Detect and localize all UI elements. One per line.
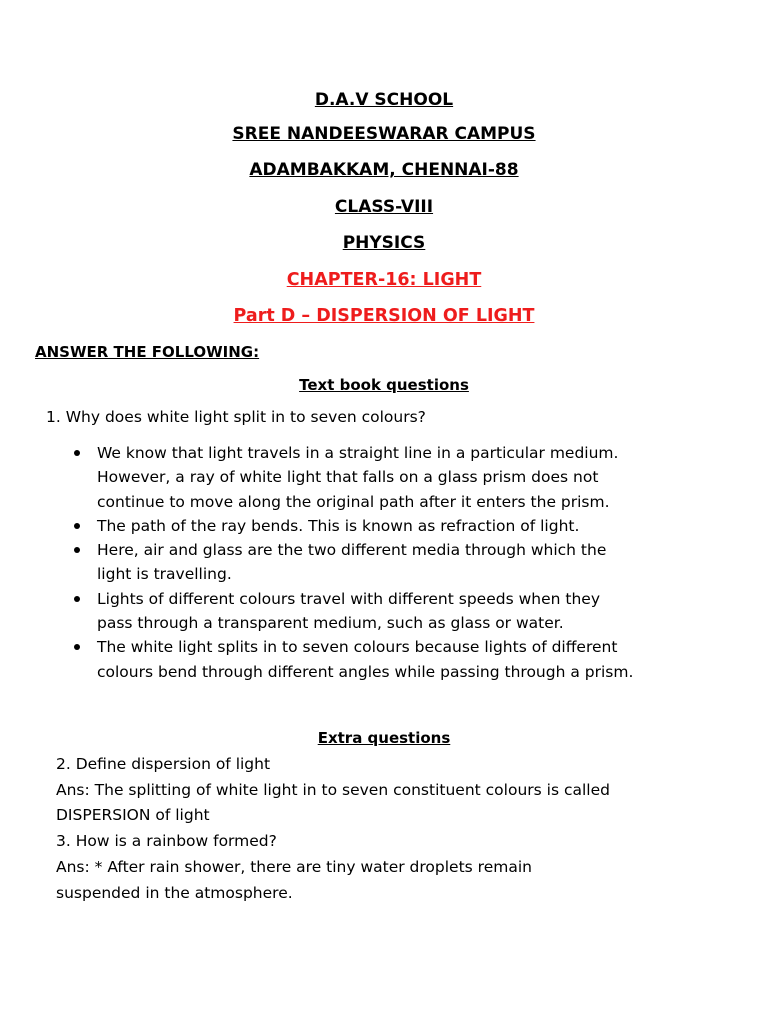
answer-3-line: Ans: * After rain shower, there are tiny water droplets remain: [56, 857, 532, 876]
bullet-line: continue to move along the original path after it enters the prism.: [97, 492, 610, 511]
school-location: ADAMBAKKAM, CHENNAI-88: [249, 160, 519, 180]
bullet-icon: [74, 450, 80, 456]
list-item: [0, 538, 768, 587]
list-item: [0, 635, 768, 684]
bullet-line: The path of the ray bends. This is known as refraction of light.: [97, 516, 580, 535]
question-1: 1. Why does white light split in to seven colours?: [46, 408, 426, 426]
bullet-line: The white light splits in to seven colours because lights of different: [97, 638, 618, 657]
bullet-line: pass through a transparent medium, such as glass or water.: [97, 614, 564, 633]
answer-2-line: Ans: The splitting of white light in to seven constituent colours is called: [56, 780, 610, 799]
part-title: Part D – DISPERSION OF LIGHT: [233, 306, 535, 326]
bullet-line: We know that light travels in a straight line in a particular medium.: [97, 444, 619, 462]
bullet-line: Lights of different colours travel with different speeds when they: [97, 589, 600, 608]
list-item: [0, 514, 768, 538]
answer-2-line: DISPERSION of light: [56, 806, 210, 825]
question-2: 2. Define dispersion of light: [56, 755, 271, 773]
bullet-line: However, a ray of white light that falls on a glass prism does not: [97, 468, 599, 487]
extra-questions-heading: Extra questions: [317, 729, 451, 747]
campus-name: SREE NANDEESWARAR CAMPUS: [232, 124, 536, 144]
bullet-icon: [74, 596, 80, 602]
school-name: D.A.V SCHOOL: [314, 90, 454, 110]
question-3: 3. How is a rainbow formed?: [56, 832, 277, 851]
subject-title: PHYSICS: [342, 233, 426, 253]
bullet-line: colours bend through different angles while passing through a prism.: [97, 662, 634, 681]
class-title: CLASS-VIII: [334, 197, 434, 217]
bullet-icon: [74, 547, 80, 553]
bullet-icon: [74, 644, 80, 650]
extra-questions-body: [56, 752, 610, 906]
list-item: [0, 441, 768, 514]
textbook-questions-heading: Text book questions: [299, 376, 469, 394]
bullet-line: light is travelling.: [97, 565, 232, 584]
bullet-line: Here, air and glass are the two different media through which the: [97, 541, 607, 560]
list-item: [0, 587, 768, 636]
answer-bullet-list: [0, 441, 768, 684]
instruction-heading: ANSWER THE FOLLOWING:: [35, 343, 260, 361]
answer-3-line: suspended in the atmosphere.: [56, 883, 293, 902]
chapter-title: CHAPTER-16: LIGHT: [286, 270, 482, 290]
bullet-icon: [74, 523, 80, 529]
